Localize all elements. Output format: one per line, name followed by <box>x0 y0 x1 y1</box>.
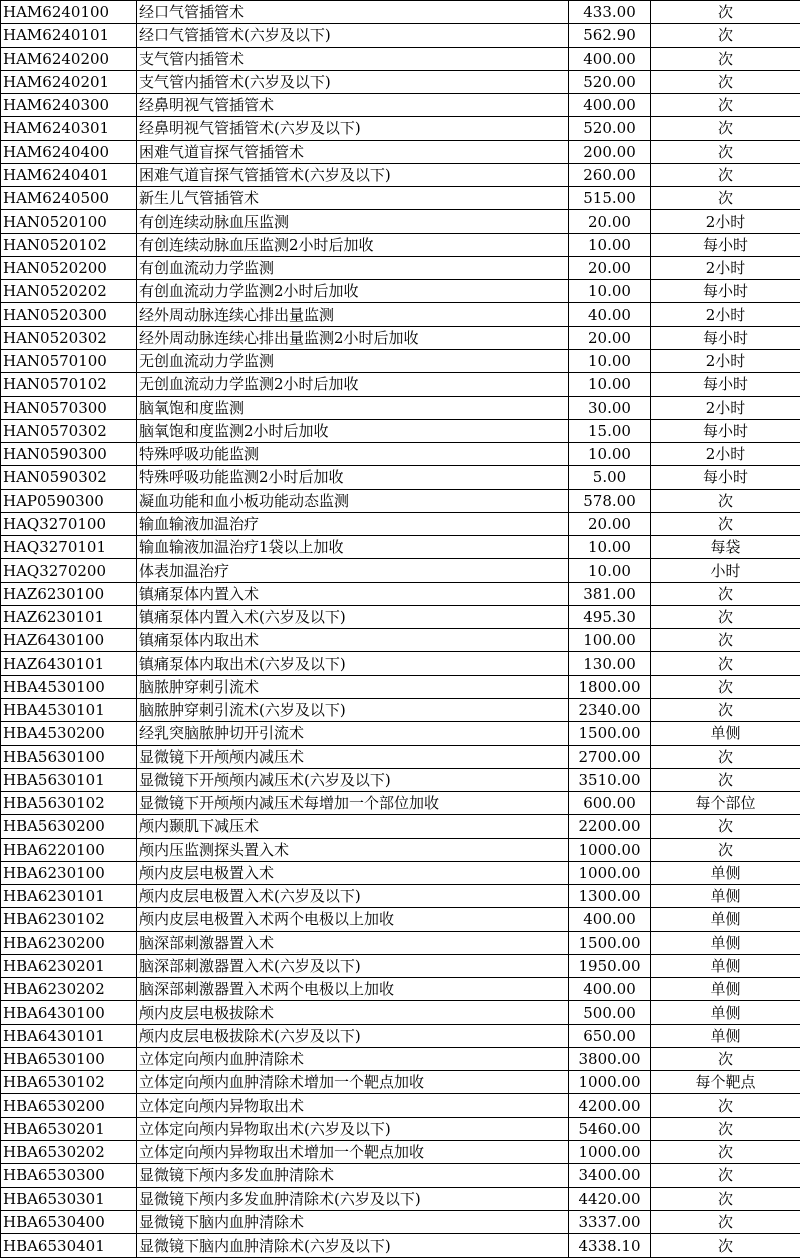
item-price: 500.00 <box>569 1001 651 1024</box>
item-unit: 小时 <box>651 559 800 582</box>
table-row <box>1 256 800 279</box>
item-price: 2700.00 <box>569 745 651 768</box>
item-code: HBA4530200 <box>1 722 137 745</box>
item-name: 脑脓肿穿刺引流术 <box>137 675 569 698</box>
table-row <box>1 1 800 24</box>
table-row <box>1 815 800 838</box>
item-code: HBA6530400 <box>1 1210 137 1233</box>
item-unit: 单侧 <box>651 885 800 908</box>
item-code: HBA6230200 <box>1 931 137 954</box>
item-name: 特殊呼吸功能监测 <box>137 443 569 466</box>
table-row <box>1 1047 800 1070</box>
item-price: 1000.00 <box>569 838 651 861</box>
table-row <box>1 94 800 117</box>
item-price: 1000.00 <box>569 1141 651 1164</box>
item-price: 520.00 <box>569 117 651 140</box>
item-unit: 每小时 <box>651 326 800 349</box>
item-unit: 次 <box>651 187 800 210</box>
item-unit: 2小时 <box>651 303 800 326</box>
item-unit: 次 <box>651 163 800 186</box>
item-price: 1500.00 <box>569 722 651 745</box>
item-price: 20.00 <box>569 256 651 279</box>
item-unit: 次 <box>651 1187 800 1210</box>
item-unit: 每小时 <box>651 419 800 442</box>
table-row <box>1 24 800 47</box>
item-name: 无创血流动力学监测2小时后加收 <box>137 373 569 396</box>
item-unit: 次 <box>651 629 800 652</box>
table-row <box>1 233 800 256</box>
item-unit: 单侧 <box>651 861 800 884</box>
table-row <box>1 1210 800 1233</box>
item-unit: 次 <box>651 838 800 861</box>
item-price: 515.00 <box>569 187 651 210</box>
item-unit: 每个靶点 <box>651 1071 800 1094</box>
item-name: 经乳突脑脓肿切开引流术 <box>137 722 569 745</box>
item-price: 20.00 <box>569 326 651 349</box>
table-row <box>1 489 800 512</box>
item-unit: 2小时 <box>651 256 800 279</box>
item-price: 381.00 <box>569 582 651 605</box>
item-code: HAZ6230101 <box>1 605 137 628</box>
table-row <box>1 210 800 233</box>
table-row <box>1 1117 800 1140</box>
item-unit: 次 <box>651 605 800 628</box>
item-name: 体表加温治疗 <box>137 559 569 582</box>
item-code: HBA5630102 <box>1 792 137 815</box>
item-code: HAN0570302 <box>1 419 137 442</box>
item-name: 输血输液加温治疗1袋以上加收 <box>137 536 569 559</box>
item-price: 10.00 <box>569 536 651 559</box>
item-unit: 2小时 <box>651 349 800 372</box>
item-price: 520.00 <box>569 70 651 93</box>
table-row <box>1 1141 800 1164</box>
item-code: HBA6530300 <box>1 1164 137 1187</box>
item-price: 200.00 <box>569 140 651 163</box>
item-price: 20.00 <box>569 210 651 233</box>
item-code: HBA6230100 <box>1 861 137 884</box>
item-name: 经口气管插管术 <box>137 1 569 24</box>
item-unit: 次 <box>651 117 800 140</box>
item-unit: 次 <box>651 675 800 698</box>
item-unit: 次 <box>651 1094 800 1117</box>
item-code: HAM6240201 <box>1 70 137 93</box>
item-price: 3337.00 <box>569 1210 651 1233</box>
item-name: 显微镜下颅内多发血肿清除术 <box>137 1164 569 1187</box>
item-name: 经鼻明视气管插管术 <box>137 94 569 117</box>
item-price: 130.00 <box>569 652 651 675</box>
table-row <box>1 768 800 791</box>
item-price: 4200.00 <box>569 1094 651 1117</box>
table-row <box>1 1094 800 1117</box>
item-code: HAM6240301 <box>1 117 137 140</box>
item-name: 颅内压监测探头置入术 <box>137 838 569 861</box>
item-name: 支气管内插管术 <box>137 47 569 70</box>
item-price: 20.00 <box>569 512 651 535</box>
table-row <box>1 675 800 698</box>
table-row <box>1 861 800 884</box>
item-unit: 单侧 <box>651 722 800 745</box>
table-row <box>1 140 800 163</box>
item-code: HAN0520300 <box>1 303 137 326</box>
item-code: HAZ6430101 <box>1 652 137 675</box>
item-unit: 次 <box>651 24 800 47</box>
item-price: 10.00 <box>569 373 651 396</box>
item-name: 显微镜下开颅颅内减压术(六岁及以下) <box>137 768 569 791</box>
table-row <box>1 373 800 396</box>
table-row <box>1 419 800 442</box>
item-price: 562.90 <box>569 24 651 47</box>
item-name: 显微镜下开颅颅内减压术每增加一个部位加收 <box>137 792 569 815</box>
table-row <box>1 978 800 1001</box>
item-unit: 次 <box>651 94 800 117</box>
item-unit: 次 <box>651 70 800 93</box>
item-unit: 每小时 <box>651 466 800 489</box>
item-unit: 次 <box>651 1164 800 1187</box>
item-unit: 次 <box>651 1234 800 1258</box>
item-name: 脑深部刺激器置入术(六岁及以下) <box>137 954 569 977</box>
item-unit: 单侧 <box>651 1001 800 1024</box>
item-unit: 次 <box>651 768 800 791</box>
item-price: 400.00 <box>569 94 651 117</box>
item-name: 脑深部刺激器置入术 <box>137 931 569 954</box>
table-row <box>1 443 800 466</box>
table-row <box>1 117 800 140</box>
item-unit: 每小时 <box>651 280 800 303</box>
item-code: HBA6530202 <box>1 1141 137 1164</box>
table-row <box>1 47 800 70</box>
table-body <box>1 1 800 1258</box>
item-price: 495.30 <box>569 605 651 628</box>
item-price: 400.00 <box>569 978 651 1001</box>
item-code: HAM6240101 <box>1 24 137 47</box>
table-row <box>1 1024 800 1047</box>
item-code: HBA6530401 <box>1 1234 137 1258</box>
item-code: HAQ3270101 <box>1 536 137 559</box>
item-price: 400.00 <box>569 47 651 70</box>
item-code: HAN0520100 <box>1 210 137 233</box>
item-code: HAN0570300 <box>1 396 137 419</box>
item-code: HBA5630101 <box>1 768 137 791</box>
item-name: 脑氧饱和度监测 <box>137 396 569 419</box>
item-name: 镇痛泵体内置入术(六岁及以下) <box>137 605 569 628</box>
item-code: HBA6230202 <box>1 978 137 1001</box>
item-code: HAQ3270200 <box>1 559 137 582</box>
item-name: 颅内皮层电极置入术(六岁及以下) <box>137 885 569 908</box>
table-row <box>1 745 800 768</box>
item-name: 立体定向颅内异物取出术 <box>137 1094 569 1117</box>
item-price: 1800.00 <box>569 675 651 698</box>
item-price: 3510.00 <box>569 768 651 791</box>
item-price: 3400.00 <box>569 1164 651 1187</box>
item-code: HBA6530301 <box>1 1187 137 1210</box>
item-name: 新生儿气管插管术 <box>137 187 569 210</box>
item-name: 困难气道盲探气管插管术(六岁及以下) <box>137 163 569 186</box>
item-name: 特殊呼吸功能监测2小时后加收 <box>137 466 569 489</box>
table-row <box>1 536 800 559</box>
item-price: 4420.00 <box>569 1187 651 1210</box>
table-row <box>1 349 800 372</box>
item-name: 颅内皮层电极置入术 <box>137 861 569 884</box>
item-price: 15.00 <box>569 419 651 442</box>
item-price: 1300.00 <box>569 885 651 908</box>
item-name: 显微镜下脑内血肿清除术(六岁及以下) <box>137 1234 569 1258</box>
item-code: HAP0590300 <box>1 489 137 512</box>
table-row <box>1 698 800 721</box>
item-name: 显微镜下脑内血肿清除术 <box>137 1210 569 1233</box>
item-name: 困难气道盲探气管插管术 <box>137 140 569 163</box>
item-name: 经鼻明视气管插管术(六岁及以下) <box>137 117 569 140</box>
table-row <box>1 396 800 419</box>
item-code: HAM6240500 <box>1 187 137 210</box>
item-unit: 次 <box>651 652 800 675</box>
item-unit: 次 <box>651 698 800 721</box>
item-name: 立体定向颅内血肿清除术 <box>137 1047 569 1070</box>
item-code: HBA6530200 <box>1 1094 137 1117</box>
item-unit: 2小时 <box>651 396 800 419</box>
item-unit: 单侧 <box>651 954 800 977</box>
item-unit: 次 <box>651 489 800 512</box>
item-name: 经口气管插管术(六岁及以下) <box>137 24 569 47</box>
item-name: 无创血流动力学监测 <box>137 349 569 372</box>
item-unit: 次 <box>651 512 800 535</box>
table-row <box>1 931 800 954</box>
table-row <box>1 559 800 582</box>
item-code: HAN0590302 <box>1 466 137 489</box>
table-row <box>1 954 800 977</box>
item-name: 镇痛泵体内取出术 <box>137 629 569 652</box>
item-name: 显微镜下颅内多发血肿清除术(六岁及以下) <box>137 1187 569 1210</box>
item-code: HBA6220100 <box>1 838 137 861</box>
item-price: 30.00 <box>569 396 651 419</box>
item-code: HAQ3270100 <box>1 512 137 535</box>
item-code: HBA6530102 <box>1 1071 137 1094</box>
item-name: 有创血流动力学监测 <box>137 256 569 279</box>
item-unit: 次 <box>651 1 800 24</box>
item-name: 脑氧饱和度监测2小时后加收 <box>137 419 569 442</box>
item-unit: 2小时 <box>651 443 800 466</box>
item-code: HAN0590300 <box>1 443 137 466</box>
item-code: HAN0520202 <box>1 280 137 303</box>
item-name: 颅内皮层电极置入术两个电极以上加收 <box>137 908 569 931</box>
item-price: 5.00 <box>569 466 651 489</box>
table-row <box>1 908 800 931</box>
item-unit: 每个部位 <box>651 792 800 815</box>
table-row <box>1 512 800 535</box>
item-code: HAN0520102 <box>1 233 137 256</box>
item-unit: 次 <box>651 1117 800 1140</box>
item-price: 1950.00 <box>569 954 651 977</box>
item-unit: 次 <box>651 140 800 163</box>
table-row <box>1 1001 800 1024</box>
item-name: 颅内皮层电极拔除术(六岁及以下) <box>137 1024 569 1047</box>
item-price: 433.00 <box>569 1 651 24</box>
item-price: 10.00 <box>569 280 651 303</box>
item-price: 578.00 <box>569 489 651 512</box>
item-code: HBA5630200 <box>1 815 137 838</box>
item-name: 立体定向颅内异物取出术增加一个靶点加收 <box>137 1141 569 1164</box>
item-name: 有创血流动力学监测2小时后加收 <box>137 280 569 303</box>
item-name: 显微镜下开颅颅内减压术 <box>137 745 569 768</box>
table-row <box>1 326 800 349</box>
item-price: 100.00 <box>569 629 651 652</box>
item-code: HAN0570102 <box>1 373 137 396</box>
item-code: HAN0520200 <box>1 256 137 279</box>
item-price: 3800.00 <box>569 1047 651 1070</box>
table-row <box>1 1187 800 1210</box>
item-unit: 次 <box>651 1210 800 1233</box>
item-code: HBA6230101 <box>1 885 137 908</box>
table-row <box>1 722 800 745</box>
item-code: HAM6240300 <box>1 94 137 117</box>
item-unit: 每小时 <box>651 373 800 396</box>
item-name: 经外周动脉连续心排出量监测 <box>137 303 569 326</box>
item-code: HBA6530100 <box>1 1047 137 1070</box>
item-code: HBA4530100 <box>1 675 137 698</box>
item-name: 输血输液加温治疗 <box>137 512 569 535</box>
item-name: 经外周动脉连续心排出量监测2小时后加收 <box>137 326 569 349</box>
item-unit: 每小时 <box>651 233 800 256</box>
item-code: HBA6430101 <box>1 1024 137 1047</box>
item-unit: 次 <box>651 745 800 768</box>
item-code: HAM6240200 <box>1 47 137 70</box>
item-code: HAN0520302 <box>1 326 137 349</box>
item-price: 2200.00 <box>569 815 651 838</box>
item-price: 400.00 <box>569 908 651 931</box>
item-name: 颅内皮层电极拔除术 <box>137 1001 569 1024</box>
table-row <box>1 163 800 186</box>
item-unit: 单侧 <box>651 978 800 1001</box>
item-unit: 次 <box>651 582 800 605</box>
item-code: HBA4530101 <box>1 698 137 721</box>
item-name: 立体定向颅内血肿清除术增加一个靶点加收 <box>137 1071 569 1094</box>
item-unit: 次 <box>651 1141 800 1164</box>
item-price: 650.00 <box>569 1024 651 1047</box>
item-price: 10.00 <box>569 443 651 466</box>
item-name: 有创连续动脉血压监测2小时后加收 <box>137 233 569 256</box>
table-row <box>1 466 800 489</box>
item-unit: 次 <box>651 1047 800 1070</box>
table-row <box>1 187 800 210</box>
item-price: 10.00 <box>569 349 651 372</box>
table-row <box>1 1164 800 1187</box>
item-unit: 单侧 <box>651 931 800 954</box>
item-code: HBA6230201 <box>1 954 137 977</box>
table-row <box>1 1234 800 1258</box>
item-unit: 单侧 <box>651 908 800 931</box>
table-row <box>1 652 800 675</box>
item-code: HBA5630100 <box>1 745 137 768</box>
item-unit: 单侧 <box>651 1024 800 1047</box>
item-name: 颅内颞肌下减压术 <box>137 815 569 838</box>
item-price: 1000.00 <box>569 1071 651 1094</box>
item-name: 支气管内插管术(六岁及以下) <box>137 70 569 93</box>
item-price: 10.00 <box>569 559 651 582</box>
item-price: 260.00 <box>569 163 651 186</box>
item-name: 立体定向颅内异物取出术(六岁及以下) <box>137 1117 569 1140</box>
item-code: HAN0570100 <box>1 349 137 372</box>
item-name: 镇痛泵体内取出术(六岁及以下) <box>137 652 569 675</box>
item-price: 40.00 <box>569 303 651 326</box>
table-row <box>1 605 800 628</box>
item-name: 有创连续动脉血压监测 <box>137 210 569 233</box>
table-row <box>1 1071 800 1094</box>
item-price: 4338.10 <box>569 1234 651 1258</box>
item-code: HBA6230102 <box>1 908 137 931</box>
table-row <box>1 280 800 303</box>
table-row <box>1 70 800 93</box>
item-price: 600.00 <box>569 792 651 815</box>
item-price: 2340.00 <box>569 698 651 721</box>
table-row <box>1 885 800 908</box>
item-name: 镇痛泵体内置入术 <box>137 582 569 605</box>
table-row <box>1 629 800 652</box>
item-name: 脑深部刺激器置入术两个电极以上加收 <box>137 978 569 1001</box>
item-code: HAZ6430100 <box>1 629 137 652</box>
item-code: HAM6240401 <box>1 163 137 186</box>
item-price: 10.00 <box>569 233 651 256</box>
item-unit: 2小时 <box>651 210 800 233</box>
item-code: HAM6240100 <box>1 1 137 24</box>
item-code: HBA6430100 <box>1 1001 137 1024</box>
item-code: HAZ6230100 <box>1 582 137 605</box>
item-unit: 次 <box>651 47 800 70</box>
item-price: 1000.00 <box>569 861 651 884</box>
item-price: 1500.00 <box>569 931 651 954</box>
item-unit: 次 <box>651 815 800 838</box>
item-code: HBA6530201 <box>1 1117 137 1140</box>
table-row <box>1 582 800 605</box>
item-unit: 每袋 <box>651 536 800 559</box>
item-name: 脑脓肿穿刺引流术(六岁及以下) <box>137 698 569 721</box>
item-code: HAM6240400 <box>1 140 137 163</box>
table-row <box>1 838 800 861</box>
table-row <box>1 792 800 815</box>
item-name: 凝血功能和血小板功能动态监测 <box>137 489 569 512</box>
item-price: 5460.00 <box>569 1117 651 1140</box>
table-row <box>1 303 800 326</box>
